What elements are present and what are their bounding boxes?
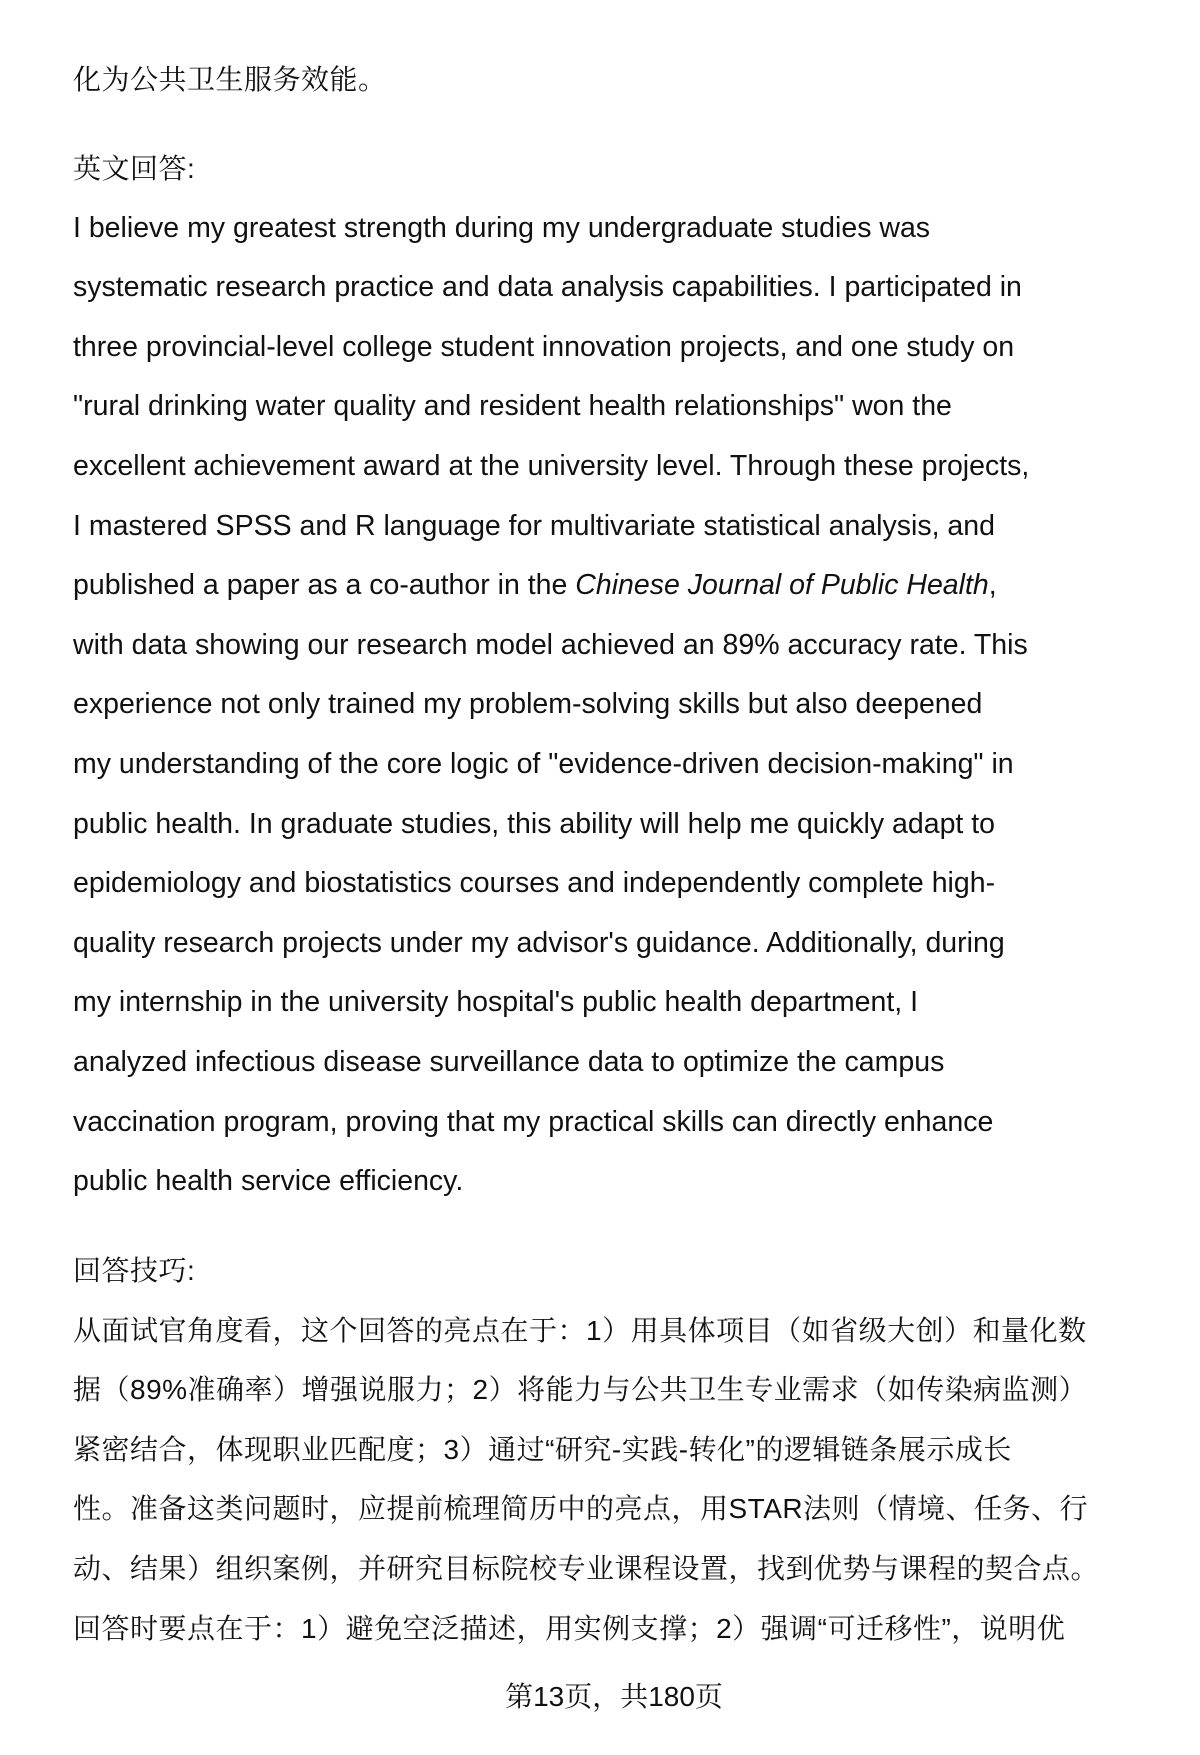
journal-title: Chinese Journal of Public Health	[575, 569, 989, 602]
section-heading: 回答技巧:	[73, 1255, 196, 1286]
text-line: epidemiology and biostatistics courses and independently complete high-	[73, 867, 996, 900]
text-segment: ,	[988, 569, 997, 602]
text-segment: published a paper as a co-author in the	[73, 569, 576, 602]
text-line: public health. In graduate studies, this ability will help me quickly adapt to	[73, 807, 996, 840]
text-line: excellent achievement award at the university level. Through these projects,	[73, 449, 1030, 482]
text-line: my internship in the university hospital's public health department, I	[73, 986, 919, 1019]
page-number: 第13页，共180页	[505, 1681, 723, 1712]
text-line: quality research projects under my advisor's guidance. Additionally, during	[73, 926, 1005, 959]
text-line: 性。准备这类问题时，应提前梳理简历中的亮点，用STAR法则（情境、任务、行	[73, 1493, 1089, 1525]
text-line: experience not only trained my problem-solving skills but also deepened	[73, 688, 983, 721]
text-line: with data showing our research model achieved an 89% accuracy rate. This	[73, 628, 1028, 661]
text-line: 据（89%准确率）增强说服力；2）将能力与公共卫生专业需求（如传染病监测）	[73, 1374, 1088, 1406]
continuation-paragraph	[73, 50, 387, 110]
text-line: 紧密结合，体现职业匹配度；3）通过“研究-实践-转化”的逻辑链条展示成长	[73, 1433, 1012, 1465]
text-line: 动、结果）组织案例，并研究目标院校专业课程设置，找到优势与课程的契合点。	[73, 1552, 1100, 1584]
text-line: systematic research practice and data analysis capabilities. I participated in	[73, 271, 1022, 304]
tips-section	[73, 1241, 1099, 1658]
text-line: I mastered SPSS and R language for multivariate statistical analysis, and	[73, 509, 995, 542]
english-answer-section	[73, 139, 1029, 1212]
text-line: 化为公共卫生服务效能。	[73, 64, 387, 95]
text-line: I believe my greatest strength during my undergraduate studies was	[73, 211, 931, 244]
text-line: vaccination program, proving that my practical skills can directly enhance	[73, 1105, 994, 1138]
tips-text	[73, 1301, 1099, 1659]
english-answer-text	[73, 199, 1029, 1212]
text-line: analyzed infectious disease surveillance data to optimize the campus	[73, 1045, 945, 1078]
text-line: public health service efficiency.	[73, 1165, 464, 1198]
text-line: my understanding of the core logic of "evidence-driven decision-making" in	[73, 747, 1014, 780]
text-line	[73, 556, 1029, 616]
text-line: "rural drinking water quality and resident health relationships" won the	[73, 390, 952, 423]
text-line: 回答时要点在于：1）避免空泛描述，用实例支撑；2）强调“可迁移性”，说明优	[73, 1612, 1066, 1644]
text-line: three provincial-level college student innovation projects, and one study on	[73, 330, 1015, 363]
text-line: 从面试官角度看，这个回答的亮点在于：1）用具体项目（如省级大创）和量化数	[73, 1314, 1087, 1346]
section-heading: 英文回答:	[73, 153, 196, 184]
